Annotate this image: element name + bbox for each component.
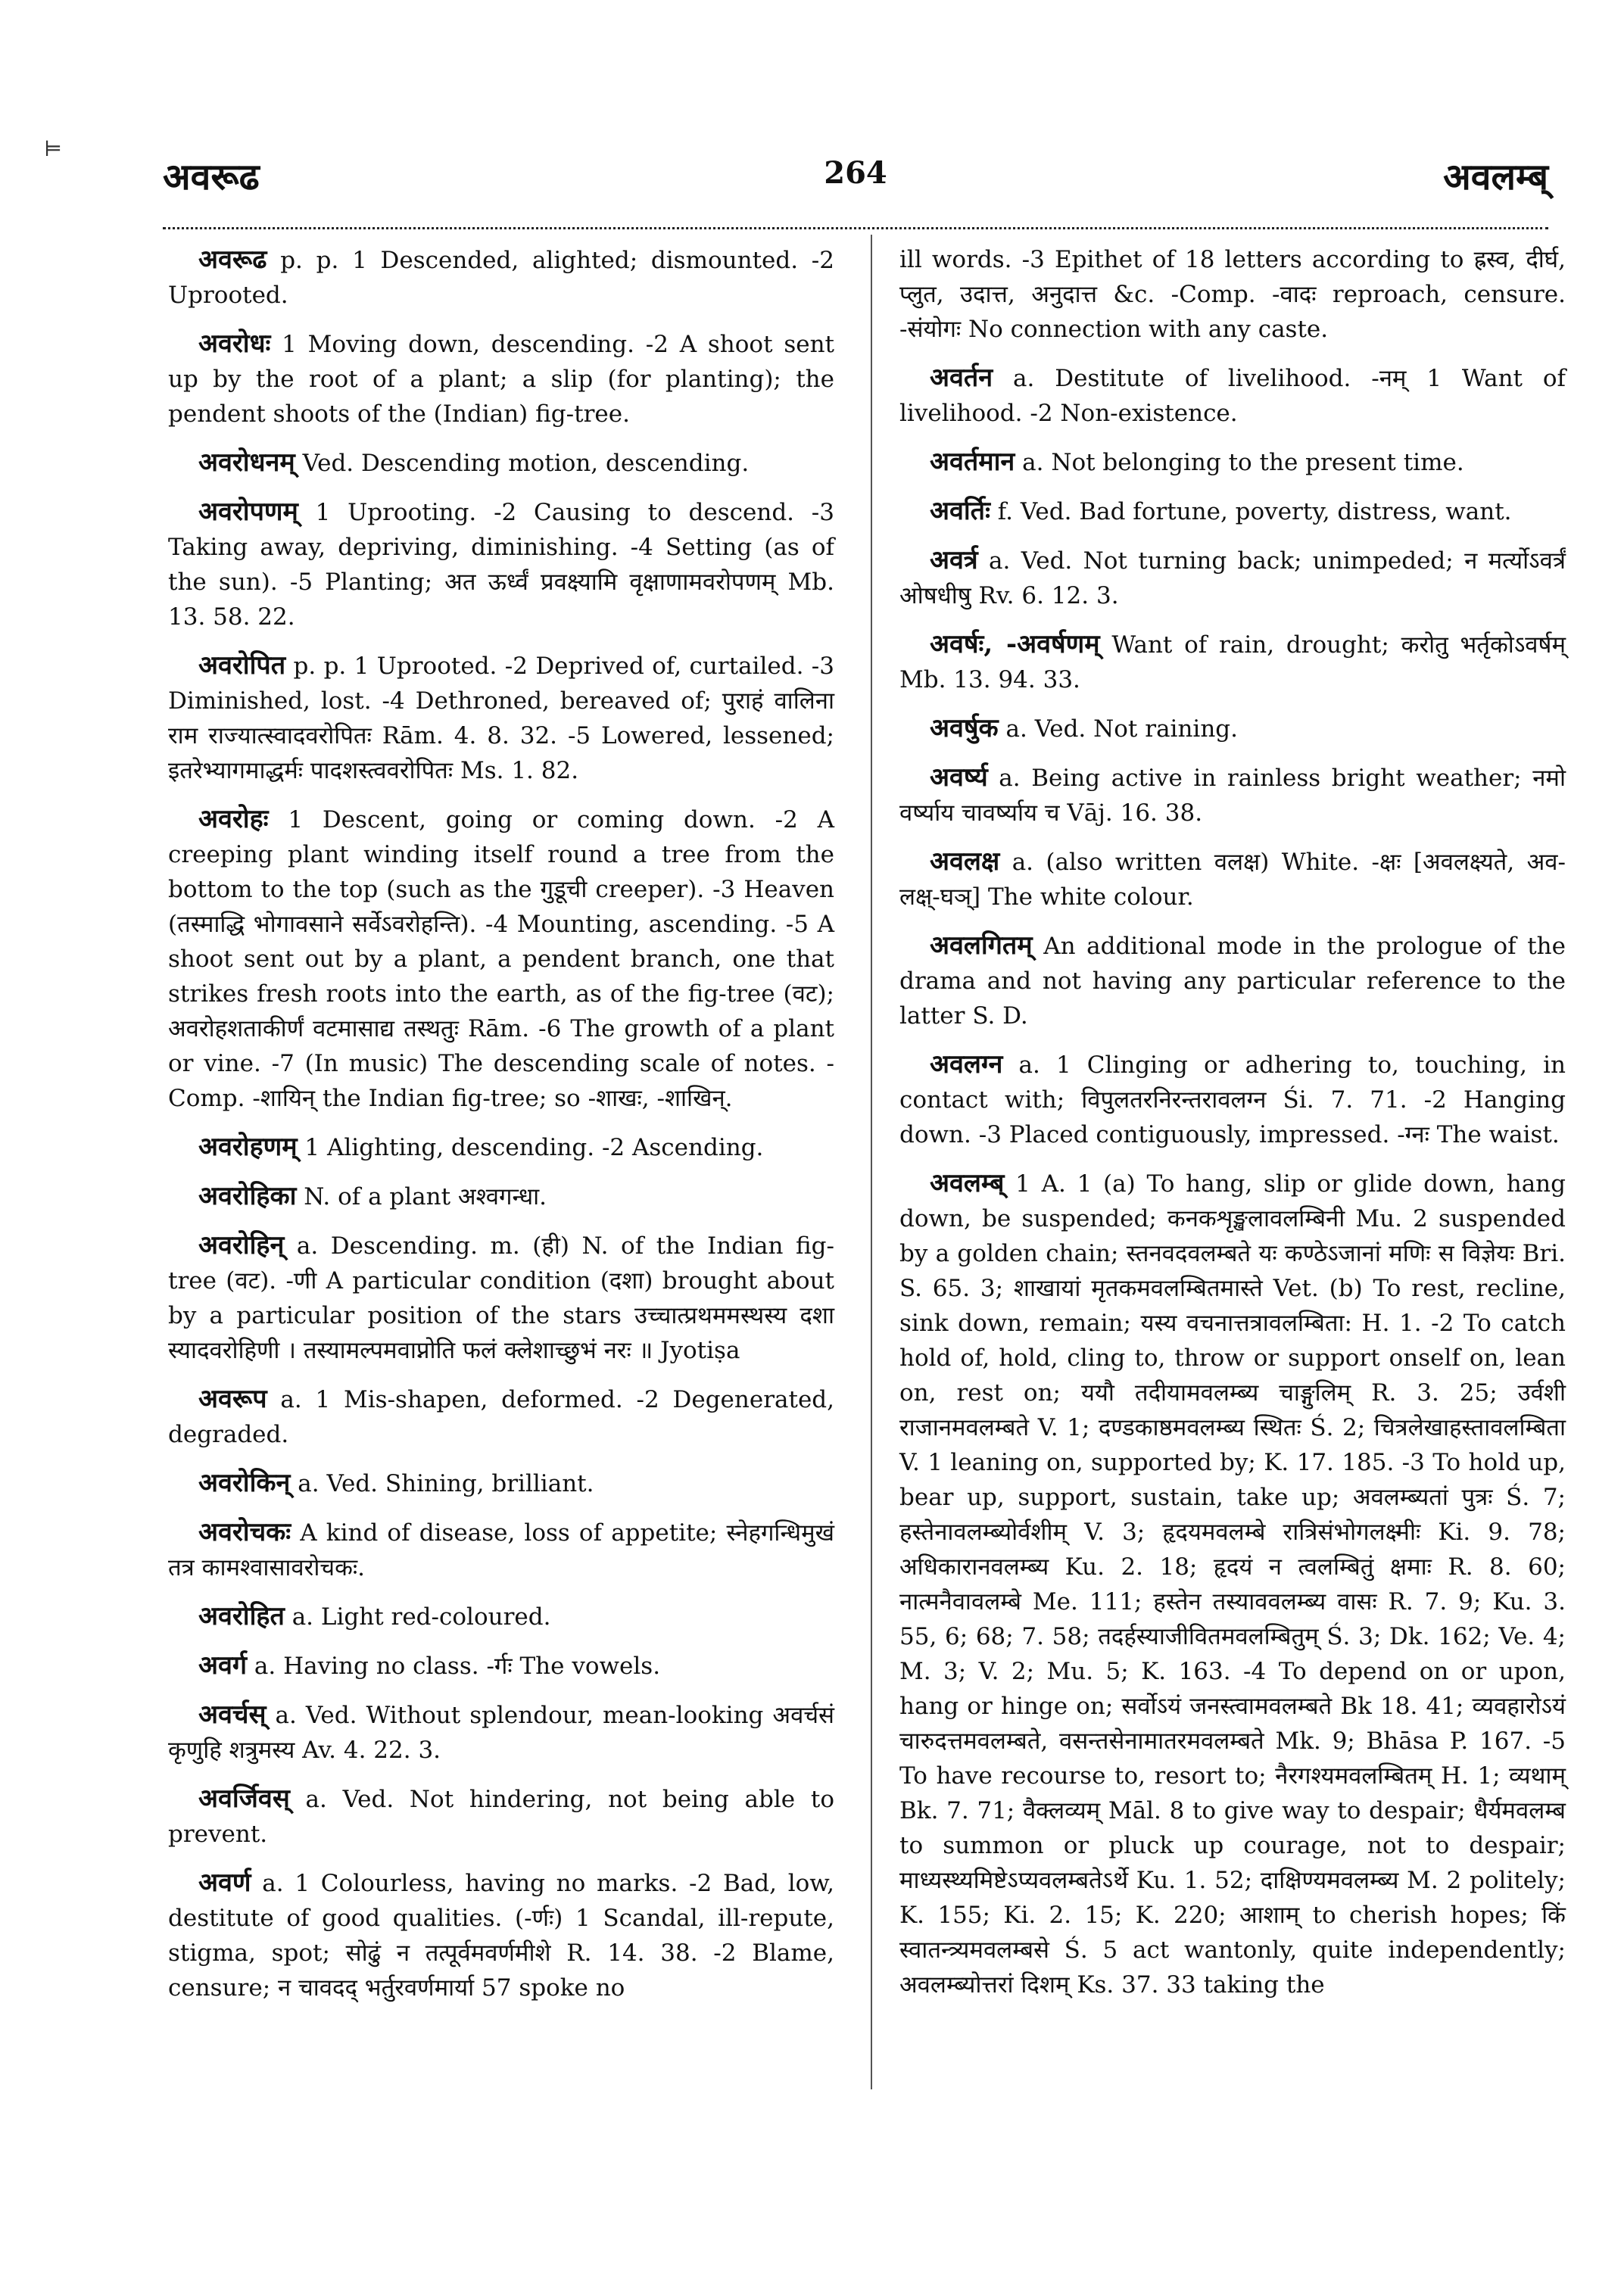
headword: अवलक्ष [930, 846, 1000, 877]
definition: p. p. 1 Descended, alighted; dismounted. -2 Uprooted. [168, 247, 835, 309]
headword: अवरोहिका [198, 1181, 297, 1211]
definition: a. 1 Mis-shapen, deformed. -2 Degenerated, degraded. [168, 1386, 834, 1448]
definition: a. Not belonging to the present time. [1022, 449, 1464, 476]
dictionary-entry [168, 1382, 834, 1452]
headword: अवर्तिः [930, 496, 990, 526]
dictionary-entry [168, 1228, 834, 1368]
headword: अवर्ण [198, 1868, 251, 1898]
dictionary-entry [168, 445, 834, 481]
dictionary-entry [168, 1648, 834, 1684]
headword: अवर्तमान [930, 447, 1015, 477]
headword: अवरोधः [198, 329, 271, 359]
dictionary-entry [899, 1166, 1566, 2002]
dictionary-entry [899, 543, 1566, 613]
dictionary-entry [899, 494, 1566, 529]
dictionary-entry [899, 928, 1566, 1033]
header-left-word: अवरूढ [163, 156, 260, 198]
dictionary-entry [168, 326, 834, 431]
definition: a. 1 Clinging or adhering to, touching, in contact with; विपुलतरनिरन्तरावलग्न Śi. 7. 71. -2 Hanging down. -3 Placed contiguously, impressed. -ग्नः The waist. [899, 1051, 1566, 1148]
left-column [168, 242, 834, 2019]
definition: N. of a plant अश्वगन्धा. [304, 1183, 547, 1210]
definition: a. (also written वलक्ष) White. -क्षः [अवलक्ष्यते, अव-लक्ष्-घञ्] The white colour. [899, 849, 1566, 911]
definition: a. Ved. Not turning back; unimpeded; न मर्त्योऽवर्त्रं ओषधीषु Rv. 6. 12. 3. [899, 547, 1566, 609]
headword: अवलग्न [930, 1049, 1003, 1080]
dictionary-entry [168, 1129, 834, 1165]
headword: अवरूप [198, 1384, 267, 1414]
definition: An additional mode in the prologue of the drama and not having any particular reference to the latter S. D. [899, 933, 1566, 1030]
headword: अवरोधनम् [198, 447, 295, 478]
definition: f. Ved. Bad fortune, poverty, distress, want. [997, 498, 1512, 525]
dictionary-entry [168, 648, 834, 788]
definition: a. Light red-coloured. [291, 1603, 551, 1631]
headword: अवर्ष्य [930, 762, 988, 793]
headword: अवर्त्र [930, 545, 978, 575]
definition: 1 Uprooting. -2 Causing to descend. -3 Taking away, depriving, diminishing. -4 Setting (as of the sun). -5 Planting; अत ऊर्ध्वं प्रवक्ष्यामि वृक्षाणामवरोपणम् Mb. 13. 58. 22. [168, 499, 834, 631]
definition: ill words. -3 Epithet of 18 letters according to ह्रस्व, दीर्घ, प्लुत, उदात्त, अनुदात्त &c. -Comp. -वादः reproach, censure. -संयोगः No connection with any caste. [899, 246, 1566, 343]
dictionary-entry [899, 711, 1566, 746]
dictionary-entry-continued [899, 242, 1566, 347]
definition: 1 Alighting, descending. -2 Ascending. [304, 1134, 764, 1161]
headword: अवलम्ब् [930, 1168, 1005, 1198]
running-head [163, 144, 1548, 212]
headword: अवर्तन [930, 363, 993, 393]
definition: a. Destitute of livelihood. -नम् 1 Want of livelihood. -2 Non-existence. [899, 365, 1566, 427]
header-rule [163, 227, 1548, 229]
definition: a. 1 Colourless, having no marks. -2 Bad, low, destitute of good qualities. (-र्णः) 1 Scandal, ill-repute, stigma, spot; सोढुं न तत्पूर्वमवर्णमीशे R. 14. 38. -2 Blame, censure; न चावदद् भर्तुरवर्णमार्या 57 spoke no [168, 1870, 835, 2002]
definition: a. Ved. Not raining. [1005, 715, 1239, 743]
dictionary-entry [899, 627, 1566, 697]
definition: a. Having no class. -र्गः The vowels. [254, 1653, 661, 1680]
headword: अवलगितम् [930, 930, 1033, 961]
dictionary-entry [168, 1781, 834, 1852]
definition: 1 A. 1 (a) To hang, slip or glide down, hang down, be suspended; कनकशृङ्खलावलम्बिनी Mu. 2 suspended by a golden chain; स्तनवदवलम्बते यः कण्ठेऽजानां मणिः स विज्ञेयः Bri. S. 65. 3; शाखायां मृतकमवलम्बितमास्ते Vet. (b) To rest, recline, sink down, remain; यस्य वचनात्तत्रावलम्बिता: H. 1. -2 To catch hold of, hold, cling to, throw or support onself on, lean on, rest on; ययौ तदीयामवलम्ब्य चाङ्गुलिम् R. 3. 25; उर्वशी राजानमवलम्बते V. 1; दण्डकाष्ठमवलम्ब्य स्थितः Ś. 2; चित्रलेखाहस्तावलम्बिता V. 1 leaning on, supported by; K. 17. 185. -3 To hold up, bear up, support, sustain, take up; अवलम्ब्यतां पुत्रः Ś. 7; हस्तेनावलम्ब्योर्वशीम् V. 3; हृदयमवलम्बे रात्रिसंभोगलक्ष्मीः Ki. 9. 78; अधिकारानवलम्ब्य Ku. 2. 18; हृदयं न त्वलम्बितुं क्षमाः R. 8. 60; नात्मनैवावलम्बे Me. 111; हस्तेन तस्याववलम्ब्य वासः R. 7. 9; Ku. 3. 55, 6; 68; 7. 58; तदर्हस्याजीवितमवलम्बितुम् Ś. 3; Dk. 162; Ve. 4; M. 3; V. 2; Mu. 5; K. 163. -4 To depend on or upon, hang or hinge on; सर्वोऽयं जनस्त्वामवलम्बते Bk 18. 41; व्यवहारोऽयं चारुदत्तमवलम्बते, वसन्तसेनामातरमवलम्बते Mk. 9; Bhāsa P. 167. -5 To have recourse to, resort to; नैरगश्यमवलम्बितम् H. 1; व्यथाम् Bk. 7. 71; वैक्लव्यम् Māl. 8 to give way to despair; धैर्यमवलम्ब to summon or pluck up courage, not to despair; माध्यस्थ्यमिष्टेऽप्यवलम्बतेऽर्थे Ku. 1. 52; दाक्षिण्यमवलम्ब्य M. 2 politely; K. 155; Ki. 2. 15; K. 220; आशाम् to cherish hopes; किं स्वातन्त्र्यमवलम्बसे Ś. 5 act wantonly, quite independently; अवलम्ब्योत्तरां दिशम् Ks. 37. 33 taking the [899, 1170, 1566, 1999]
definition: p. p. 1 Uprooted. -2 Deprived of, curtailed. -3 Diminished, lost. -4 Dethroned, bereaved of; पुराहं वालिना राम राज्यात्स्वादवरोपितः Rām. 4. 8. 32. -5 Lowered, lessened; इतरेभ्यागमाद्धर्मः पादशस्त्ववरोपितः Ms. 1. 82. [168, 653, 834, 784]
dictionary-entry [899, 360, 1566, 431]
definition: a. Being active in rainless bright weather; नमो वर्ष्याय चावर्ष्याय च Vāj. 16. 38. [899, 765, 1566, 827]
definition: 1 Descent, going or coming down. -2 A creeping plant winding itself round a tree from the bottom to the top (such as the गुडूची creeper). -3 Heaven (तस्माद्धि भोगावसाने सर्वेऽवरोहन्ति). -4 Mounting, ascending. -5 A shoot sent out by a plant, a pendent branch, one that strikes fresh roots into the earth, as of the fig-tree (वट); अवरोहशताकीर्णं वटमासाद्य तस्थतुः Rām. -6 The growth of a plant or vine. -7 (In music) The descending scale of notes. -Comp. -शायिन् the Indian fig-tree; so -शाखः, -शाखिन्. [168, 806, 834, 1112]
headword: अवरोहः [198, 804, 269, 834]
dictionary-entry [168, 1599, 834, 1634]
dictionary-entry [168, 494, 834, 634]
headword: अवर्चस् [198, 1699, 267, 1730]
margin-mark: ⊨ [44, 136, 63, 161]
headword: अवरोहिन् [198, 1230, 285, 1260]
headword: अवर्षुक [930, 713, 999, 743]
dictionary-entry [168, 1179, 834, 1214]
headword: अवर्षः, -अवर्षणम् [930, 629, 1100, 659]
definition: a. Ved. Without splendour, mean-looking अवर्चसं कृणुहि शत्रुमस्य Av. 4. 22. 3. [168, 1702, 834, 1764]
headword: अवरोहित [198, 1601, 285, 1631]
dictionary-entry [168, 1515, 834, 1585]
definition: a. Ved. Shining, brilliant. [298, 1470, 594, 1497]
dictionary-entry [168, 242, 834, 313]
dictionary-entry [899, 844, 1566, 914]
right-column [899, 242, 1566, 2016]
headword: अवर्जिवस् [198, 1784, 290, 1814]
definition: a. Ved. Not hindering, not being able to prevent. [168, 1786, 834, 1848]
headword: अवरोपणम् [198, 497, 298, 527]
header-right-word: अवलम्ब् [1443, 156, 1548, 198]
page-number: 264 [824, 155, 887, 191]
dictionary-entry [168, 1466, 834, 1501]
dictionary-entry [899, 1047, 1566, 1152]
dictionary-entry [168, 802, 834, 1116]
definition: A kind of disease, loss of appetite; स्नेहगन्धिमुखं तत्र कामश्वासावरोचकः. [168, 1519, 834, 1581]
definition: a. Descending. m. (ही) N. of the Indian fig-tree (वट). -णी A particular condition (दशा) brought about by a particular position of the stars उच्चात्प्रथममस्थस्य दशा स्यादवरोहिणी । तस्यामल्पमवाप्नोति फलं क्लेशाच्छुभं नरः ॥ Jyotiṣa [168, 1232, 834, 1364]
headword: अवरोहणम् [198, 1132, 298, 1162]
headword: अवर्ग [198, 1650, 248, 1681]
definition: Want of rain, drought; करोतु भर्तृकोऽवर्षम् Mb. 13. 94. 33. [899, 631, 1566, 693]
dictionary-entry [168, 1697, 834, 1768]
definition: Ved. Descending motion, descending. [302, 450, 750, 477]
dictionary-entry [899, 444, 1566, 480]
dictionary-entry [168, 1865, 834, 2005]
column-divider [871, 235, 872, 2089]
definition: 1 Moving down, descending. -2 A shoot sent up by the root of a plant; a slip (for planting); the pendent shoots of the (Indian) fig-tree. [168, 331, 834, 428]
headword: अवरोकिन् [198, 1468, 291, 1498]
dictionary-entry [899, 760, 1566, 830]
headword: अवरूढ [198, 245, 267, 275]
headword: अवरोचकः [198, 1517, 291, 1547]
headword: अवरोपित [198, 650, 286, 681]
